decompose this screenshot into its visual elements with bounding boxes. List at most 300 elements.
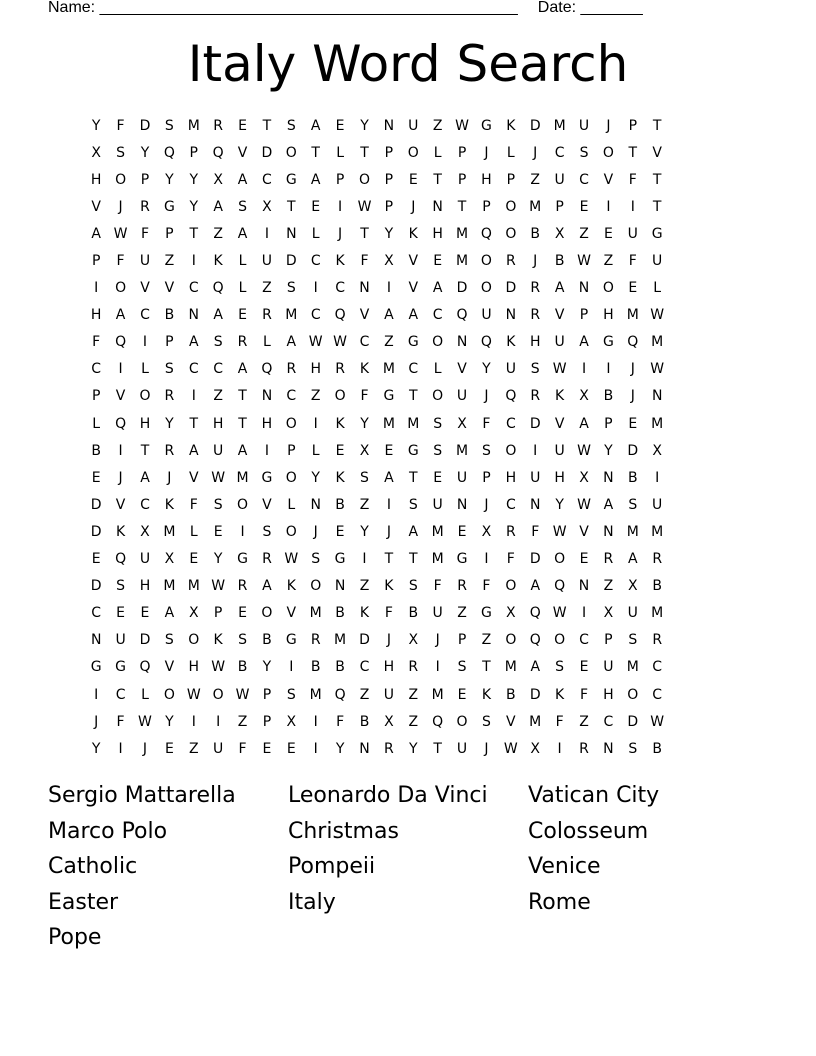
grid-letter: S: [628, 632, 638, 649]
grid-row: [84, 193, 732, 220]
grid-row: [84, 383, 732, 410]
grid-letter: L: [263, 334, 271, 351]
grid-letter: P: [91, 253, 101, 270]
grid-letter: N: [529, 496, 541, 513]
grid-row: [84, 518, 732, 545]
grid-letter: O: [505, 578, 517, 595]
grid-letter: I: [313, 280, 318, 297]
grid-letter: Y: [140, 144, 150, 161]
grid-letter: O: [285, 415, 297, 432]
grid-letter: F: [360, 253, 369, 270]
grid-letter: H: [261, 415, 273, 432]
grid-letter: U: [554, 442, 565, 459]
grid-row: [84, 546, 732, 573]
grid-letter: E: [603, 225, 613, 242]
grid-letter: E: [189, 551, 199, 568]
grid-letter: O: [505, 632, 517, 649]
word-list-item: Italy: [288, 889, 336, 915]
grid-letter: S: [238, 198, 247, 215]
grid-letter: P: [604, 632, 613, 649]
grid-letter: C: [262, 171, 272, 188]
grid-letter: A: [384, 307, 394, 324]
grid-letter: C: [505, 496, 516, 513]
grid-letter: O: [554, 632, 566, 649]
grid-letter: C: [286, 388, 297, 405]
grid-letter: D: [529, 551, 541, 568]
grid-letter: T: [652, 198, 662, 215]
grid-letter: R: [262, 551, 272, 568]
grid-letter: B: [408, 605, 419, 622]
grid-letter: T: [360, 144, 369, 161]
grid-letter: J: [630, 388, 635, 405]
grid-letter: P: [384, 144, 394, 161]
grid-letter: L: [653, 280, 662, 297]
grid-letter: O: [456, 713, 468, 730]
grid-letter: W: [552, 361, 567, 378]
grid-row: [84, 654, 732, 681]
grid-letter: I: [313, 415, 318, 432]
grid-letter: F: [579, 686, 589, 703]
grid-letter: Z: [359, 496, 370, 513]
grid-letter: F: [433, 578, 442, 595]
grid-letter: Q: [115, 551, 127, 568]
word-list-item: Catholic: [48, 854, 138, 880]
grid-letter: A: [603, 496, 614, 513]
word-list-item: Vatican City: [528, 783, 660, 808]
grid-letter: C: [91, 361, 102, 378]
grid-letter: I: [264, 442, 269, 459]
grid-letter: M: [651, 415, 664, 432]
grid-letter: O: [115, 280, 127, 297]
grid-letter: V: [115, 388, 126, 405]
grid-letter: V: [237, 144, 248, 161]
grid-letter: Y: [408, 740, 418, 757]
grid-letter: E: [628, 415, 638, 432]
grid-letter: M: [504, 659, 517, 676]
grid-letter: R: [164, 442, 175, 459]
grid-letter: F: [116, 713, 125, 730]
grid-letter: G: [481, 605, 492, 622]
grid-letter: W: [577, 442, 591, 459]
grid-letter: M: [163, 523, 176, 540]
word-list-item: Pope: [48, 925, 102, 951]
grid-letter: C: [310, 253, 321, 270]
grid-letter: U: [627, 605, 638, 622]
grid-letter: B: [530, 225, 541, 242]
grid-letter: M: [309, 686, 322, 703]
grid-letter: V: [164, 659, 175, 676]
grid-letter: Y: [165, 713, 174, 730]
grid-letter: I: [118, 740, 123, 757]
grid-letter: K: [335, 253, 345, 270]
grid-letter: D: [529, 415, 541, 432]
grid-letter: T: [189, 225, 199, 242]
grid-letter: M: [651, 523, 664, 540]
grid-letter: R: [164, 388, 175, 405]
grid-letter: R: [652, 551, 663, 568]
grid-letter: U: [456, 740, 468, 757]
grid-letter: F: [531, 523, 540, 540]
grid-letter: G: [285, 632, 297, 649]
grid-letter: A: [579, 415, 589, 432]
grid-letter: X: [506, 605, 516, 622]
grid-letter: P: [262, 713, 272, 730]
grid-letter: G: [334, 551, 346, 568]
grid-letter: V: [286, 605, 297, 622]
grid-letter: A: [310, 117, 321, 134]
grid-letter: J: [142, 740, 148, 757]
grid-letter: H: [603, 307, 614, 324]
grid-letter: R: [335, 361, 345, 378]
grid-letter: O: [432, 388, 444, 405]
grid-letter: E: [116, 605, 126, 622]
grid-letter: N: [505, 307, 517, 324]
grid-letter: G: [383, 388, 395, 405]
grid-letter: B: [603, 388, 614, 405]
grid-letter: S: [433, 442, 443, 459]
grid-letter: I: [191, 388, 196, 405]
grid-letter: I: [557, 740, 562, 757]
grid-letter: G: [602, 334, 614, 351]
grid-letter: J: [630, 361, 635, 378]
grid-letter: T: [311, 144, 320, 161]
grid-letter: B: [652, 578, 662, 595]
grid-letter: R: [237, 578, 248, 595]
grid-row: [84, 491, 732, 518]
grid-letter: M: [626, 307, 639, 324]
grid-letter: W: [552, 523, 567, 540]
grid-letter: R: [530, 388, 541, 405]
grid-letter: V: [554, 307, 565, 324]
grid-letter: G: [115, 659, 127, 676]
grid-letter: Q: [529, 605, 541, 622]
grid-letter: J: [533, 253, 538, 270]
grid-row: [84, 437, 732, 464]
grid-letter: K: [359, 605, 370, 622]
grid-letter: X: [140, 523, 150, 540]
grid-letter: Z: [213, 225, 223, 242]
grid-letter: S: [286, 280, 296, 297]
grid-letter: K: [335, 469, 345, 486]
grid-letter: Z: [457, 605, 467, 622]
grid-letter: C: [603, 713, 614, 730]
grid-row: [84, 600, 732, 627]
date-field-label: Date: _______: [537, 0, 643, 16]
grid-letter: C: [140, 496, 150, 513]
grid-letter: K: [115, 523, 126, 540]
grid-letter: U: [383, 686, 394, 703]
grid-letter: J: [606, 117, 611, 134]
grid-letter: U: [652, 496, 663, 513]
grid-letter: V: [188, 469, 199, 486]
grid-letter: T: [652, 117, 662, 134]
grid-letter: T: [482, 659, 491, 676]
grid-letter: M: [456, 253, 469, 270]
grid-letter: S: [408, 496, 418, 513]
letter-grid: [84, 112, 732, 762]
grid-letter: Z: [432, 117, 443, 134]
grid-letter: W: [503, 740, 518, 757]
grid-letter: S: [628, 496, 638, 513]
grid-letter: U: [261, 253, 273, 270]
grid-letter: O: [285, 469, 297, 486]
grid-letter: Z: [579, 713, 589, 730]
grid-letter: I: [94, 686, 99, 703]
grid-letter: V: [554, 415, 565, 432]
word-list-item: Venice: [528, 854, 601, 880]
grid-letter: W: [235, 686, 250, 703]
grid-row: [84, 464, 732, 491]
grid-letter: R: [579, 740, 589, 757]
grid-letter: X: [188, 605, 199, 622]
grid-letter: D: [529, 686, 541, 703]
grid-letter: X: [164, 551, 175, 568]
grid-letter: U: [627, 225, 638, 242]
header-line: [48, 0, 643, 18]
grid-row: [84, 302, 732, 329]
grid-letter: P: [335, 171, 345, 188]
grid-letter: E: [91, 469, 101, 486]
grid-letter: I: [581, 605, 587, 622]
grid-letter: D: [139, 632, 151, 649]
grid-letter: U: [578, 117, 590, 134]
grid-letter: N: [188, 307, 199, 324]
grid-row: [84, 708, 732, 735]
grid-letter: I: [362, 551, 367, 568]
grid-letter: E: [335, 442, 345, 459]
grid-letter: U: [139, 253, 151, 270]
grid-letter: W: [186, 686, 201, 703]
grid-letter: F: [116, 117, 125, 134]
grid-letter: Z: [213, 388, 223, 405]
grid-letter: S: [457, 659, 467, 676]
grid-letter: G: [456, 551, 468, 568]
grid-letter: I: [94, 280, 99, 297]
grid-letter: I: [118, 361, 123, 378]
grid-letter: O: [627, 686, 639, 703]
grid-letter: S: [164, 632, 174, 649]
grid-letter: E: [238, 117, 247, 134]
grid-letter: C: [408, 361, 419, 378]
grid-letter: Y: [262, 659, 272, 676]
grid-letter: Q: [212, 280, 224, 297]
grid-letter: I: [264, 225, 269, 242]
grid-letter: A: [188, 442, 199, 459]
grid-letter: U: [432, 496, 443, 513]
grid-letter: R: [457, 578, 467, 595]
grid-letter: M: [309, 605, 322, 622]
grid-letter: I: [386, 496, 391, 513]
grid-letter: N: [359, 740, 370, 757]
grid-letter: C: [652, 659, 663, 676]
grid-letter: O: [602, 280, 614, 297]
grid-letter: C: [432, 307, 443, 324]
grid-letter: R: [237, 334, 248, 351]
grid-letter: X: [384, 253, 394, 270]
grid-letter: J: [484, 144, 489, 161]
grid-letter: K: [408, 225, 418, 242]
grid-letter: O: [212, 686, 224, 703]
grid-letter: H: [212, 415, 224, 432]
grid-letter: N: [334, 578, 346, 595]
grid-letter: E: [91, 551, 101, 568]
grid-letter: T: [628, 144, 638, 161]
word-list-item: Sergio Mattarella: [48, 783, 236, 808]
grid-letter: A: [384, 469, 394, 486]
grid-row: [84, 166, 732, 193]
grid-letter: C: [91, 605, 102, 622]
grid-letter: W: [284, 551, 299, 568]
grid-letter: X: [262, 198, 272, 215]
grid-letter: R: [213, 117, 224, 134]
grid-letter: R: [505, 523, 516, 540]
grid-letter: E: [408, 171, 418, 188]
grid-letter: V: [603, 171, 614, 188]
grid-letter: Q: [480, 225, 492, 242]
grid-row: [84, 139, 732, 166]
grid-letter: P: [262, 686, 272, 703]
grid-letter: T: [433, 171, 442, 188]
grid-letter: L: [92, 415, 101, 432]
grid-letter: Y: [91, 117, 101, 134]
grid-letter: P: [165, 225, 174, 242]
grid-letter: M: [626, 659, 639, 676]
grid-letter: Y: [482, 361, 491, 378]
grid-row: [84, 275, 732, 302]
grid-letter: T: [238, 415, 247, 432]
grid-letter: Q: [212, 144, 224, 161]
grid-letter: B: [335, 605, 345, 622]
grid-letter: P: [384, 171, 394, 188]
grid-letter: S: [482, 713, 491, 730]
grid-letter: Z: [481, 632, 492, 649]
grid-letter: A: [237, 361, 248, 378]
word-list: [48, 778, 768, 956]
grid-letter: I: [606, 361, 611, 378]
grid-letter: X: [213, 171, 223, 188]
grid-letter: X: [652, 442, 662, 459]
grid-letter: C: [554, 144, 565, 161]
grid-letter: M: [553, 117, 566, 134]
grid-letter: E: [238, 605, 247, 622]
grid-letter: F: [189, 496, 198, 513]
grid-letter: S: [116, 578, 126, 595]
grid-letter: E: [579, 659, 589, 676]
grid-letter: F: [336, 713, 345, 730]
grid-letter: O: [261, 605, 273, 622]
grid-letter: I: [630, 198, 635, 215]
grid-letter: O: [163, 686, 175, 703]
grid-letter: V: [652, 144, 662, 161]
grid-letter: I: [191, 713, 196, 730]
grid-letter: Y: [165, 415, 174, 432]
grid-letter: I: [313, 713, 318, 730]
grid-letter: Z: [530, 171, 541, 188]
grid-letter: N: [359, 280, 370, 297]
grid-letter: G: [285, 171, 297, 188]
grid-letter: Q: [627, 334, 639, 351]
grid-letter: O: [554, 551, 566, 568]
grid-letter: F: [628, 253, 637, 270]
grid-letter: I: [386, 280, 391, 297]
grid-letter: R: [286, 361, 297, 378]
grid-letter: I: [581, 361, 587, 378]
grid-letter: F: [555, 713, 564, 730]
grid-letter: M: [236, 469, 249, 486]
grid-letter: L: [141, 361, 149, 378]
grid-letter: S: [530, 361, 540, 378]
word-list-item: Pompeii: [288, 854, 376, 880]
grid-letter: M: [529, 198, 542, 215]
grid-letter: N: [286, 225, 297, 242]
grid-letter: E: [579, 551, 589, 568]
grid-letter: P: [91, 388, 101, 405]
grid-letter: S: [286, 117, 296, 134]
grid-letter: H: [139, 578, 151, 595]
grid-letter: Q: [139, 659, 151, 676]
grid-letter: Q: [163, 144, 175, 161]
grid-letter: K: [359, 361, 370, 378]
grid-letter: L: [311, 442, 320, 459]
grid-letter: P: [457, 632, 467, 649]
grid-letter: B: [164, 307, 175, 324]
grid-letter: S: [482, 442, 491, 459]
name-field-label: Name: _______________________________________________: [48, 0, 518, 16]
grid-letter: S: [555, 659, 565, 676]
grid-letter: F: [360, 388, 369, 405]
grid-letter: F: [384, 605, 393, 622]
grid-letter: N: [456, 496, 468, 513]
grid-letter: V: [140, 280, 150, 297]
grid-letter: D: [90, 578, 102, 595]
grid-letter: M: [529, 713, 542, 730]
grid-letter: Z: [310, 388, 321, 405]
grid-letter: W: [552, 605, 567, 622]
grid-letter: X: [91, 144, 101, 161]
grid-letter: L: [433, 144, 442, 161]
grid-letter: O: [358, 171, 370, 188]
grid-letter: M: [187, 117, 200, 134]
grid-letter: M: [407, 415, 420, 432]
grid-letter: U: [408, 117, 419, 134]
grid-letter: S: [262, 523, 272, 540]
grid-letter: I: [240, 523, 245, 540]
grid-letter: O: [139, 388, 151, 405]
grid-letter: B: [652, 740, 662, 757]
grid-letter: H: [310, 361, 321, 378]
grid-letter: X: [481, 523, 492, 540]
grid-letter: F: [628, 171, 637, 188]
grid-letter: J: [484, 388, 489, 405]
grid-letter: T: [408, 469, 418, 486]
grid-letter: N: [651, 388, 663, 405]
grid-letter: V: [408, 280, 419, 297]
grid-letter: G: [261, 469, 273, 486]
grid-letter: A: [213, 307, 223, 324]
grid-letter: S: [116, 144, 126, 161]
grid-row: [84, 410, 732, 437]
grid-letter: S: [238, 632, 247, 649]
grid-letter: P: [384, 198, 394, 215]
grid-letter: A: [140, 469, 150, 486]
grid-letter: V: [457, 361, 467, 378]
grid-letter: A: [530, 578, 541, 595]
grid-letter: X: [627, 578, 638, 595]
grid-letter: I: [338, 198, 343, 215]
grid-letter: J: [118, 198, 123, 215]
grid-letter: V: [164, 280, 175, 297]
grid-letter: Q: [456, 307, 468, 324]
